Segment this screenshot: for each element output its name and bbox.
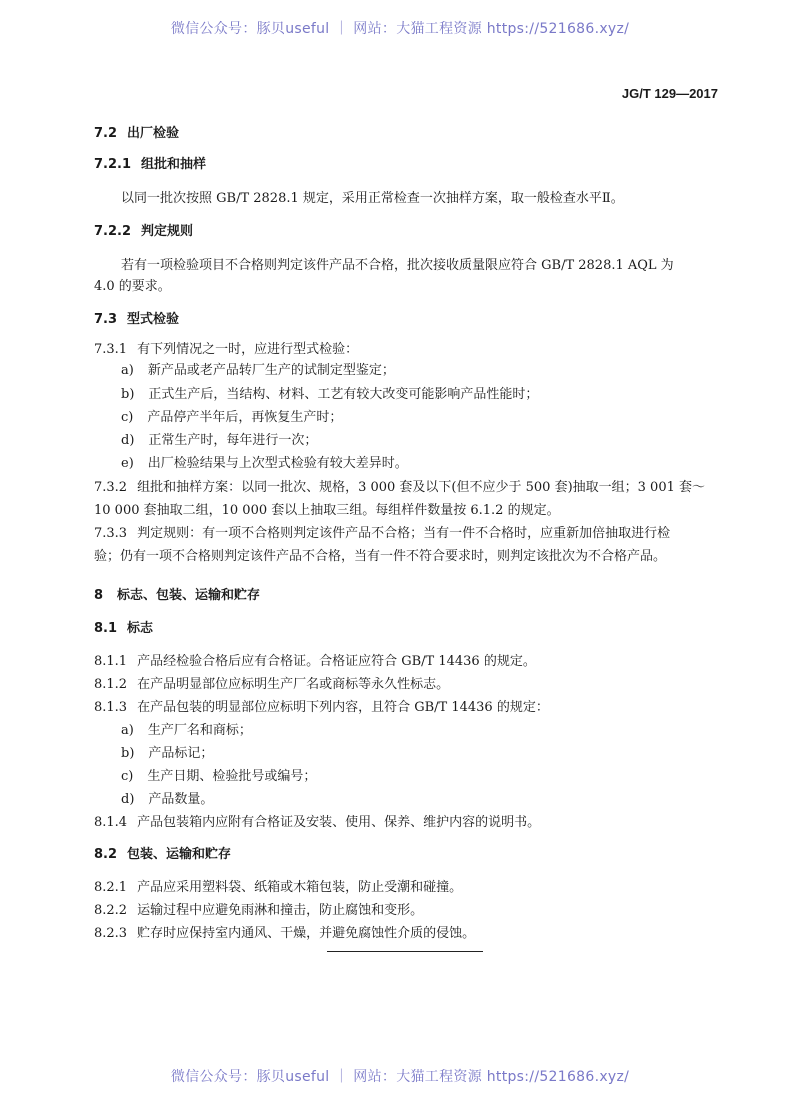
text-line [121,254,674,273]
clause-text: 组批和抽样 [141,157,207,172]
clause-number: a) [121,363,134,378]
clause-text: 产品包装箱内应附有合格证及安装、使用、保养、维护内容的说明书。 [137,815,541,830]
clause-text: 标志 [127,621,154,636]
clause-text: 若有一项检验项目不合格则判定该件产品不合格，批次接收质量限应符合 GB/T 2828.1 AQL 为 [121,258,674,273]
text-line [94,876,462,895]
clause-text: 产品停产半年后，再恢复生产时； [147,410,343,425]
clause-number: c) [121,410,134,425]
clause-number: 7.2.2 [94,224,132,239]
end-rule [327,951,483,952]
text-line [121,359,395,378]
section-heading [94,153,206,172]
text-line [121,187,624,206]
text-line [94,476,705,495]
clause-text: 贮存时应保持室内通风、干燥，并避免腐蚀性介质的侵蚀。 [137,926,476,941]
clause-text: 正常生产时，每年进行一次； [148,433,318,448]
clause-text: 判定规则 [141,224,194,239]
clause-text: 标志、包装、运输和贮存 [117,588,261,603]
text-line [121,452,408,471]
clause-number: a) [121,723,134,738]
clause-number: 8.2.2 [94,903,128,918]
clause-text: 判定规则：有一项不合格则判定该件产品不合格；当有一件不合格时，应重新加倍抽取进行检 [137,526,671,541]
clause-text: 生产日期、检验批号或编号； [147,769,317,784]
standard-number: JG/T 129—2017 [621,86,718,101]
text-line [94,522,670,541]
clause-text: 组批和抽样方案：以同一批次、规格，3 000 套及以下(但不应少于 500 套)抽取一组；3 001 套～ [137,480,705,495]
clause-text: 产品应采用塑料袋、纸箱或木箱包装，防止受潮和碰撞。 [137,880,463,895]
watermark-banner-bottom: 微信公众号：豚贝useful ｜ 网站：大猫工程资源 https://521686.xyz/ [170,1069,630,1085]
clause-text: 产品数量。 [148,792,214,807]
text-line [94,545,666,564]
section-heading [94,584,260,603]
clause-number: 8.1.3 [94,700,128,715]
text-line [121,719,252,738]
clause-number: 8.1.4 [94,815,128,830]
text-line [121,429,317,448]
clause-number: 7.2.1 [94,157,132,172]
clause-number: 7.3 [94,312,118,327]
clause-number: 8 [94,588,104,603]
text-line [121,788,213,807]
clause-text: 生产厂名和商标； [147,723,252,738]
text-line [94,811,540,830]
clause-text: 有下列情况之一时，应进行型式检验： [137,342,359,357]
section-heading [94,220,193,239]
clause-number: 8.1 [94,621,118,636]
clause-number: e) [121,456,134,471]
clause-number: 8.1.2 [94,677,128,692]
text-line [94,673,449,692]
text-line [94,899,423,918]
text-line [94,338,358,357]
text-line [94,922,475,941]
clause-text: 型式检验 [127,312,180,327]
clause-text: 产品标记； [148,746,214,761]
clause-number: 7.3.1 [94,342,128,357]
clause-text: 验；仍有一项不合格则判定该件产品不合格，当有一件不符合要求时，则判定该批次为不合格产品。 [94,549,667,564]
clause-number: 8.2.1 [94,880,128,895]
clause-text: 在产品明显部位应标明生产厂名或商标等永久性标志。 [137,677,450,692]
section-heading [94,122,179,141]
clause-number: b) [121,746,135,761]
clause-text: 4.0 的要求。 [94,279,171,294]
clause-text: 新产品或老产品转厂生产的试制定型鉴定； [147,363,395,378]
clause-number: 7.3.2 [94,480,128,495]
watermark-banner-top: 微信公众号：豚贝useful ｜ 网站：大猫工程资源 https://521686.xyz/ [170,21,630,37]
clause-text: 产品经检验合格后应有合格证。合格证应符合 GB/T 14436 的规定。 [137,654,536,669]
clause-text: 10 000 套抽取二组，10 000 套以上抽取三组。每组样件数量按 6.1.2 的规定。 [94,503,560,518]
clause-number: c) [121,769,134,784]
clause-number: d) [121,433,135,448]
text-line [121,383,538,402]
clause-text: 包装、运输和贮存 [127,847,232,862]
section-heading [94,617,153,636]
clause-number: b) [121,387,135,402]
section-heading [94,843,231,862]
text-line [121,765,316,784]
text-line [94,275,171,294]
clause-text: 在产品包装的明显部位应标明下列内容，且符合 GB/T 14436 的规定： [137,700,549,715]
clause-text: 运输过程中应避免雨淋和撞击，防止腐蚀和变形。 [137,903,424,918]
clause-number: 7.3.3 [94,526,128,541]
clause-number: d) [121,792,135,807]
clause-text: 以同一批次按照 GB/T 2828.1 规定，采用正常检查一次抽样方案，取一般检查水平Ⅱ。 [121,191,624,206]
clause-text: 正式生产后，当结构、材料、工艺有较大改变可能影响产品性能时； [148,387,539,402]
text-line [94,696,549,715]
clause-number: 8.1.1 [94,654,128,669]
text-line [121,742,213,761]
clause-text: 出厂检验 [127,126,180,141]
text-line [94,499,560,518]
clause-number: 8.2.3 [94,926,128,941]
section-heading [94,308,179,327]
clause-text: 出厂检验结果与上次型式检验有较大差异时。 [147,456,408,471]
clause-number: 8.2 [94,847,118,862]
text-line [94,650,536,669]
text-line [121,406,342,425]
clause-number: 7.2 [94,126,118,141]
